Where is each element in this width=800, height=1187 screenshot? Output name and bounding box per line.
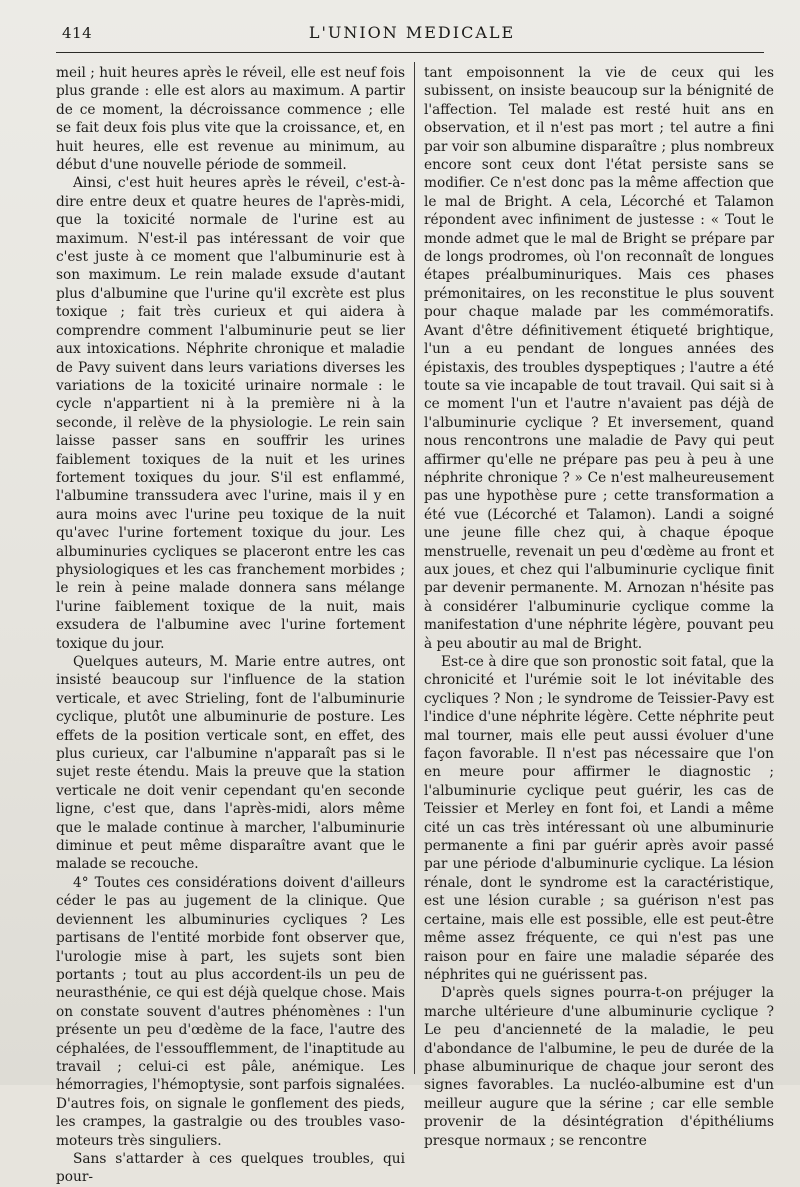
paragraph: meil ; huit heures après le réveil, elle est neuf fois plus grande : elle est alors au maximum. A partir de ce moment, la décroissance commence ; elle se fait deux fois plus vite que la croissance, et, en huit heures, elle est revenue au minimum, au début d'une nouvelle période de sommeil. <box>56 65 405 174</box>
paragraph: Est-ce à dire que son pronostic soit fatal, que la chronicité et l'urémie soit le lot inévitable des cycliques ? Non ; le syndrome de Teissier-Pavy est l'indice d'une néphrite légère. Cette néphrite peut mal tourner, mais elle peut aussi évoluer d'une façon favorable. Il n'est pas nécessaire que l'on en meure pour affirmer le diagnostic ; l'albuminurie cyclique peut guérir, les cas de Teissier et Merley en font foi, et Landi a même cité un cas très intéressant où une albuminurie permanente a fini par guérir après avoir passé par une période d'albuminurie cyclique. La lésion rénale, dont le syndrome est la caractéristique, est une lésion curable ; sa guérison n'est pas certaine, mais elle est possible, elle est peut-être même assez fréquente, ce qui n'est pas une raison pour en faire une maladie séparée des néphrites qui ne guérissent pas. <box>424 654 774 983</box>
paragraph: D'après quels signes pourra-t-on préjuger la marche ultérieure d'une albuminurie cyclique ? Le peu d'ancienneté de la maladie, le peu d'abondance de l'albumine, le peu de durée de la phase albuminurique de chaque jour seront des signes favorables. La nucléo-albumine est d'un meilleur augure que la sérine ; car elle semble provenir de la désintégration d'épithéliums presque normaux ; se rencontre <box>424 985 774 1149</box>
paragraph: 4° Toutes ces considérations doivent d'ailleurs céder le pas au jugement de la clinique. Que deviennent les albuminuries cycliques ? Les partisans de l'entité morbide font observer que, l'urologie mise à part, les sujets sont bien portants ; tout au plus accordent-ils un peu de neurasthénie, ce qui est déjà quelque chose. Mais on constate souvent d'autres phénomènes : l'un présente un peu d'œdème de la face, l'autre des céphalées, de l'essoufflemment, de l'inaptitude au travail ; celui-ci est pâle, anémique. Les hémorragies, l'hémoptysie, sont parfois signalées. D'autres fois, on signale le gonflement des pieds, les crampes, la gastralgie ou des troubles vaso-moteurs très singuliers. <box>56 874 405 1149</box>
right-column <box>424 64 774 1149</box>
paragraph: Quelques auteurs, M. Marie entre autres, ont insisté beaucoup sur l'influence de la station verticale, et avec Strieling, font de l'albuminurie cyclique, plutôt une albuminurie de posture. Les effets de la position verticale sont, en effet, des plus curieux, car l'albumine n'apparaît pas si le sujet reste étendu. Mais la preuve que la station verticale ne doit venir cependant qu'en seconde ligne, c'est que, dans l'après-midi, alors même que le malade continue à marcher, l'albuminurie diminue et peut même disparaître avant que le malade se recouche. <box>56 654 405 873</box>
paragraph: tant empoisonnent la vie de ceux qui les subissent, on insiste beaucoup sur la bénignité de l'affection. Tel malade est resté huit ans en observation, et il n'est pas mort ; tel autre a fini par voir son albumine disparaître ; plus nombreux encore sont ceux dont l'état persiste sans se modifier. Ce n'est donc pas la même affection que le mal de Bright. A cela, Lécorché et Talamon répondent avec infiniment de justesse : « Tout le monde admet que le mal de Bright se prépare par de longs prodromes, où l'on reconnaît de longues étapes préalbuminuriques. Mais ces phases prémonitaires, on les reconstitue le plus souvent pour chaque malade par les commémoratifs. Avant d'être définitivement étiqueté brightique, l'un a eu pendant de longues années des épistaxis, des troubles dyspeptiques ; l'autre a été toute sa vie incapable de tout travail. Qui sait si à ce moment l'un et l'autre n'avaient pas déjà de l'albuminurie cyclique ? Et inversement, quand nous rencontrons une maladie de Pavy qui peut affirmer qu'elle ne prépare pas peu à peu à une néphrite chronique ? » Ce n'est malheureusement pas une hypothèse pure ; cette transformation a été vue (Lécorché et Talamon). Landi a soigné une jeune fille chez qui, à chaque époque menstruelle, revenait un peu d'œdème au front et aux joues, et chez qui l'albuminurie cyclique finit par devenir permanente. M. Arnozan n'hésite pas à considérer l'albuminurie cyclique comme la manifestation d'une néphrite légère, pouvant peu à peu aboutir au mal de Bright. <box>424 65 774 652</box>
header-rule <box>56 52 764 53</box>
page-number: 414 <box>62 24 93 42</box>
paragraph: Sans s'attarder à ces quelques troubles, qui pour- <box>56 1150 405 1186</box>
page-header <box>62 22 762 48</box>
left-column <box>56 64 405 1186</box>
column-divider <box>414 62 415 1074</box>
running-title: L'UNION MEDICALE <box>308 23 516 42</box>
paragraph: Ainsi, c'est huit heures après le réveil, c'est-à-dire entre deux et quatre heures de l'après-midi, que la toxicité normale de l'urine est au maximum. N'est-il pas intéressant de voir que c'est juste à ce moment que l'albuminurie est à son maximum. Le rein malade exsude d'autant plus d'albumine que l'urine qu'il excrète est plus toxique ; fait très curieux et qui aidera à comprendre comment l'albuminurie peut se lier aux intoxications. Néphrite chronique et maladie de Pavy suivent dans leurs variations diverses les variations de la toxicité urinaire normale : le cycle n'appartient ni à la première ni à la seconde, il relève de la physiologie. Le rein sain laisse passer sans en souffrir les urines faiblement toxiques de la nuit et les urines fortement toxiques du jour. S'il est enflammé, l'albumine transsudera avec l'urine, mais il y en aura moins avec l'urine peu toxique de la nuit qu'avec l'urine fortement toxique du jour. Les albuminuries cycliques se placeront entre les cas physiologiques et les cas franchement morbides ; le rein à peine malade donnera sans mélange l'urine faiblement toxique de la nuit, mais exsudera de l'albumine avec l'urine fortement toxique du jour. <box>56 175 405 652</box>
